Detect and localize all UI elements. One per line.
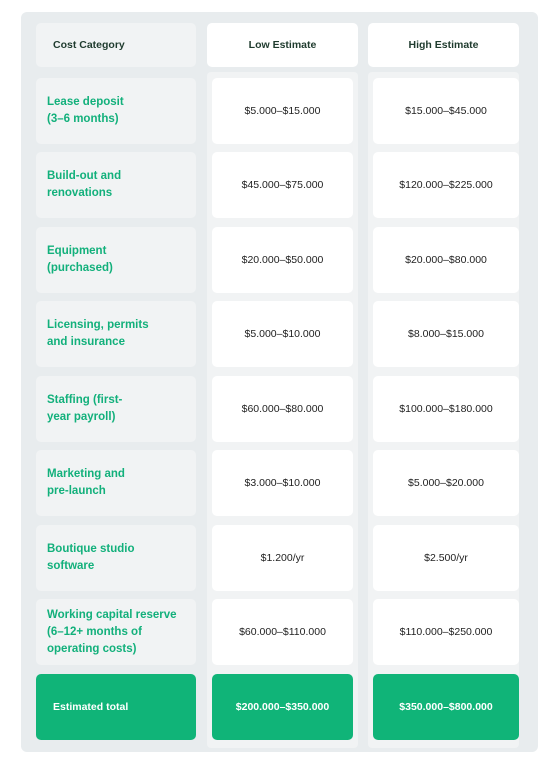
row-category	[36, 152, 196, 218]
category-label: Boutique studio software	[47, 543, 135, 572]
total-high-estimate: $350.000–$800.000	[373, 674, 519, 740]
row-category	[36, 227, 196, 293]
row-category	[36, 525, 196, 591]
row-low-estimate: $1.200/yr	[212, 525, 353, 591]
row-category	[36, 450, 196, 516]
row-high-estimate: $110.000–$250.000	[373, 599, 519, 665]
row-low-estimate: $20.000–$50.000	[212, 227, 353, 293]
row-high-estimate: $20.000–$80.000	[373, 227, 519, 293]
category-label: Marketing and pre-launch	[47, 468, 125, 497]
category-label: Staffing (first- year payroll)	[47, 394, 123, 423]
row-high-estimate: $120.000–$225.000	[373, 152, 519, 218]
total-low-estimate: $200.000–$350.000	[212, 674, 353, 740]
category-label: Licensing, permits and insurance	[47, 319, 149, 348]
row-high-estimate: $8.000–$15.000	[373, 301, 519, 367]
row-high-estimate: $5.000–$20.000	[373, 450, 519, 516]
header-low-estimate: Low Estimate	[207, 23, 358, 67]
row-high-estimate: $2.500/yr	[373, 525, 519, 591]
row-category	[36, 599, 196, 665]
category-label: Working capital reserve (6–12+ months of operating costs)	[47, 608, 177, 655]
row-low-estimate: $45.000–$75.000	[212, 152, 353, 218]
category-label: Build-out and renovations	[47, 170, 122, 199]
row-low-estimate: $5.000–$15.000	[212, 78, 353, 144]
row-low-estimate: $60.000–$80.000	[212, 376, 353, 442]
row-category	[36, 376, 196, 442]
row-high-estimate: $15.000–$45.000	[373, 78, 519, 144]
category-label: Lease deposit (3–6 months)	[47, 96, 124, 125]
header-high-estimate: High Estimate	[368, 23, 519, 67]
total-label: Estimated total	[36, 674, 196, 740]
row-low-estimate: $60.000–$110.000	[212, 599, 353, 665]
row-low-estimate: $5.000–$10.000	[212, 301, 353, 367]
category-label: Equipment (purchased)	[47, 245, 113, 274]
row-category	[36, 301, 196, 367]
row-category	[36, 78, 196, 144]
row-low-estimate: $3.000–$10.000	[212, 450, 353, 516]
row-high-estimate: $100.000–$180.000	[373, 376, 519, 442]
header-cost-category: Cost Category	[36, 23, 196, 67]
